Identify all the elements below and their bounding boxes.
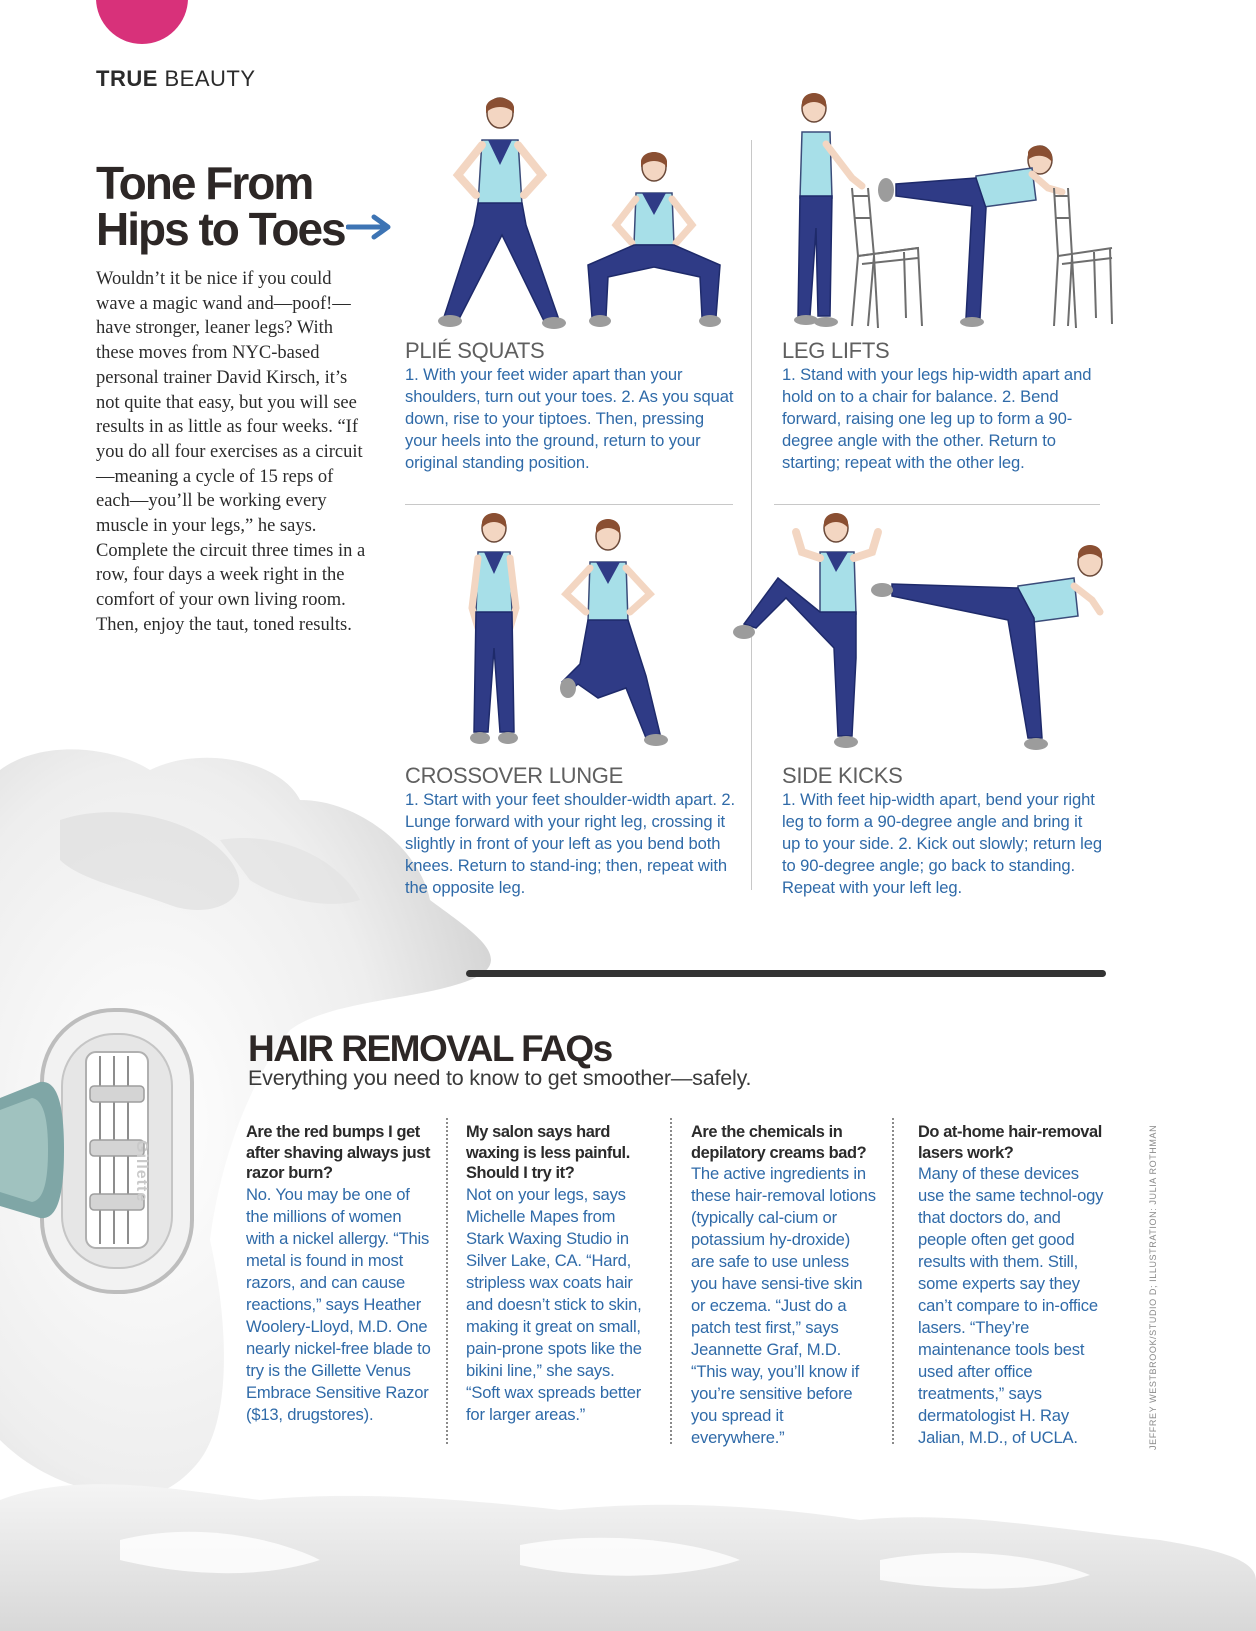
exercise-leg-lifts: [782, 338, 1104, 474]
faq-item: [246, 1122, 434, 1426]
exercise-crossover-lunge: [405, 763, 735, 899]
faq-column-divider: [670, 1118, 672, 1444]
leg-lift-illustration: [786, 88, 1126, 338]
exercise-plie-squats: [405, 338, 735, 474]
faq-item: [466, 1122, 652, 1426]
faq-item: [691, 1122, 877, 1449]
exercise-title: LEG LIFTS: [782, 338, 890, 363]
faq-column-divider: [892, 1118, 894, 1444]
exercise-title: SIDE KICKS: [782, 763, 903, 788]
photo-credit: JEFFREY WESTBROOK/STUDIO D; ILLUSTRATION: JULIA ROTHMAN: [1148, 1124, 1158, 1450]
section-label-light: BEAUTY: [157, 66, 256, 91]
faq-question: Are the red bumps I get after shaving always just razor burn?: [246, 1123, 431, 1182]
faq-title: HAIR REMOVAL FAQs: [248, 1028, 612, 1069]
exercise-side-kicks: [782, 763, 1104, 899]
faq-divider-bar: [466, 970, 1106, 977]
faq-subtitle: Everything you need to know to get smoother—safely.: [248, 1066, 752, 1090]
faq-answer: No. You may be one of the millions of women with a nickel allergy. “This metal is found in most razors, and can cause reactions,” says Heather Woolery-Lloyd, M.D. One nearly nickel-free blade to try is the Gillette Venus Embrace Sensitive Razor ($13, drugstores).: [246, 1184, 431, 1424]
razor-brand-text: Gillette: [133, 1140, 150, 1203]
feature-title-line1: Tone From: [96, 157, 313, 209]
faq-item: [918, 1122, 1104, 1449]
feature-title-line2: Hips to Toes: [96, 203, 345, 255]
faq-answer: The active ingredients in these hair-removal lotions (typically cal-cium or potassium hy-droxide) are safe to use unless you have sensi-tive skin or eczema. “Just do a patch test first,” says Jeannette Graf, M.D. “This way, you’ll know if you’re sensitive before you spread it everywhere.”: [691, 1164, 876, 1447]
section-label: [96, 66, 256, 92]
feature-intro: Wouldn’t it be nice if you could wave a magic wand and—poof!—have stronger, leaner legs? With these moves from NYC-based personal trainer David Kirsch, it’s not quite that easy, but you will see results in as little as four weeks. “If you do all four exercises as a circuit—meaning a cycle of 15 reps of each—you’ll be working every muscle in your legs,” he says. Complete the circuit three times in a row, four days a week right in the comfort of your own living room. Then, enjoy the taut, toned results.: [96, 269, 366, 635]
plie-squat-illustration: [430, 95, 740, 340]
faq-answer: Not on your legs, says Michelle Mapes from Stark Waxing Studio in Silver Lake, CA. “Hard, stripless wax coats hair and doesn’t stick to skin, making it great on small, pain-prone spots like the bikini line,” she says. “Soft wax spreads better for larger areas.”: [466, 1184, 642, 1424]
section-label-bold: TRUE: [96, 66, 158, 91]
faq-question: Do at-home hair-removal lasers work?: [918, 1123, 1102, 1162]
faq-answer: Many of these devices use the same technol-ogy that doctors do, and people often get good results with them. Still, some experts say they can’t compare to in-office lasers. “They’re maintenance tools best used after office treatments,” says dermatologist H. Ray Jalian, M.D., of UCLA.: [918, 1164, 1104, 1447]
side-kick-illustration: [722, 508, 1122, 758]
exercise-instructions: 1. With feet hip-width apart, bend your right leg to form a 90-degree angle and bring it up to your side. 2. Kick out slowly; return leg to 90-degree angle; go back to standing. Repeat with your left leg.: [782, 790, 1102, 897]
exercise-instructions: 1. With your feet wider apart than your shoulders, turn out your toes. 2. As you squat down, rise to your tiptoes. Then, pressing your heels into the ground, return to your original standing position.: [405, 365, 734, 472]
right-arrow-icon: [346, 214, 394, 240]
crossover-lunge-illustration: [450, 508, 690, 758]
exercise-horizontal-divider: [405, 504, 733, 505]
exercise-instructions: 1. Stand with your legs hip-width apart and hold on to a chair for balance. 2. Bend forward, raising one leg up to form a 90-degree angle with the other. Return to starting; repeat with the other leg.: [782, 365, 1092, 472]
faq-question: Are the chemicals in depilatory creams bad?: [691, 1123, 867, 1162]
exercise-title: PLIÉ SQUATS: [405, 338, 545, 363]
exercise-horizontal-divider: [774, 504, 1100, 505]
faq-column-divider: [446, 1118, 448, 1444]
exercise-instructions: 1. Start with your feet shoulder-width apart. 2. Lunge forward with your right leg, crossing it slightly in front of your left as you bend both knees. Return to stand-ing; then, repeat with the opposite leg.: [405, 790, 736, 897]
faq-question: My salon says hard waxing is less painful. Should I try it?: [466, 1123, 630, 1182]
exercise-title: CROSSOVER LUNGE: [405, 763, 623, 788]
